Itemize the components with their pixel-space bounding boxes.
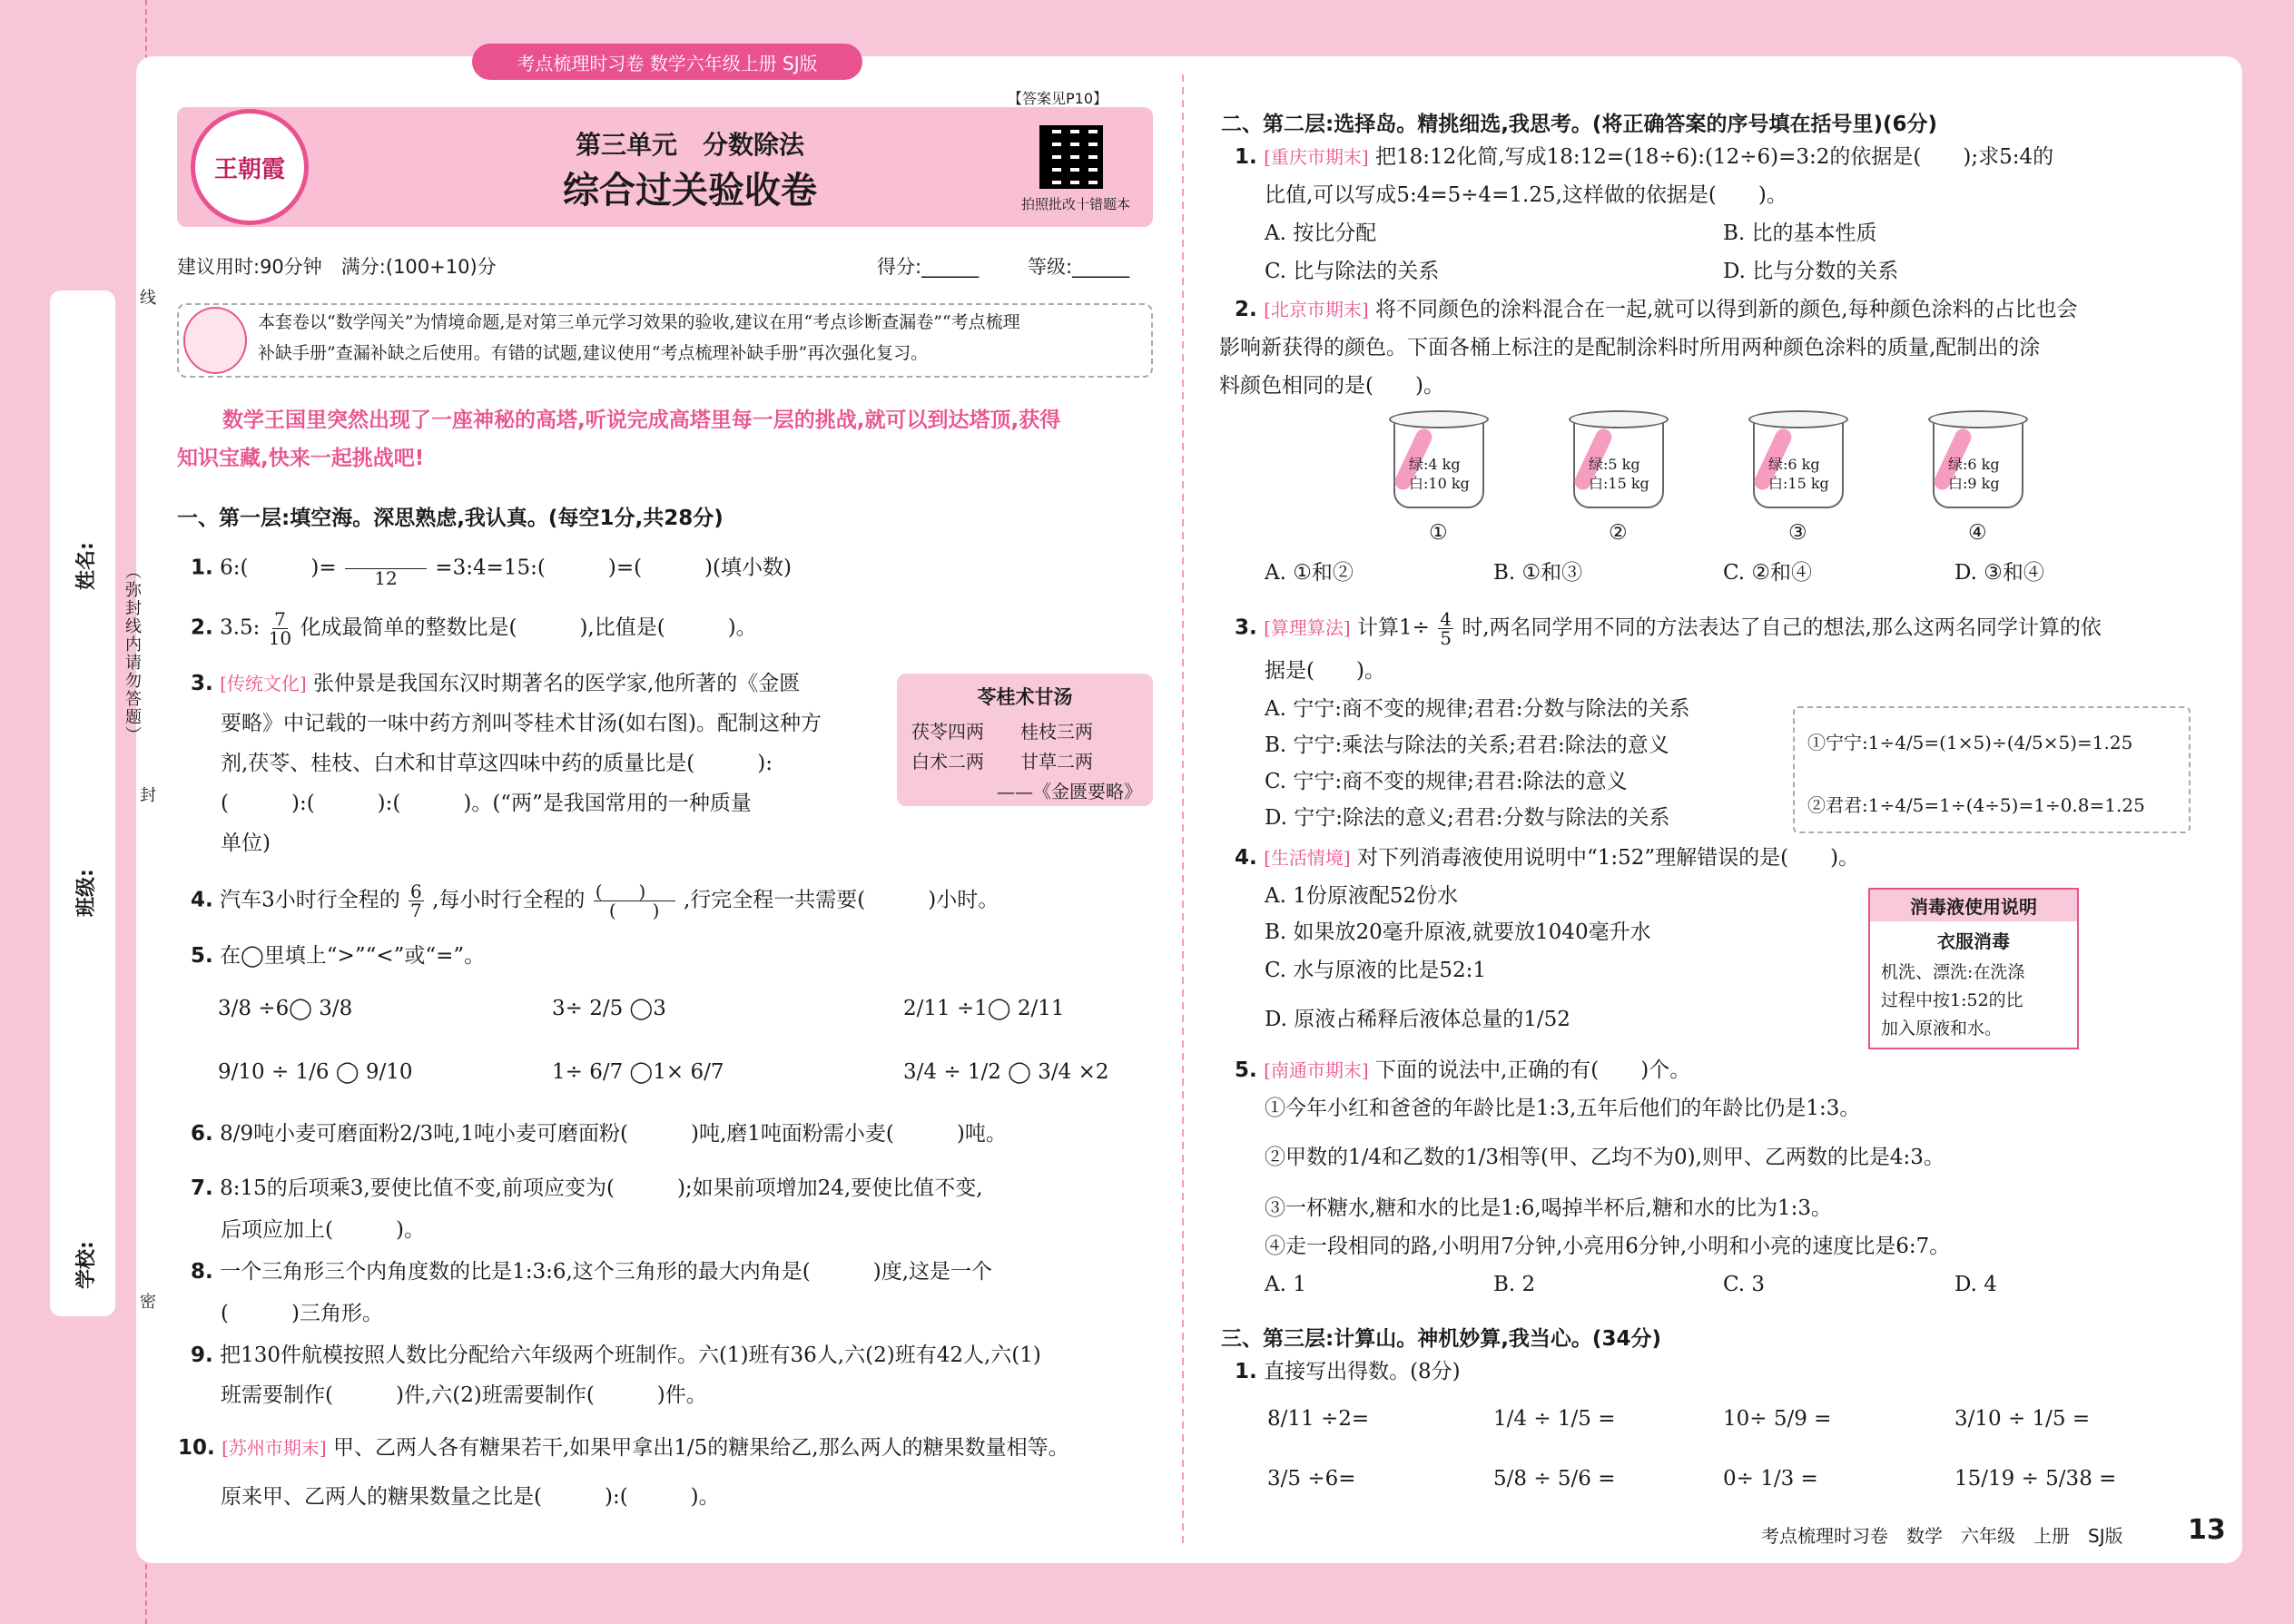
s2q5-tag: [南通市期末] <box>1264 1059 1369 1081</box>
s2q4-option-b[interactable]: B. 如果放20毫升原液,就要放1040毫升水 <box>1265 920 1651 944</box>
calc-junjun: ②君君:1÷4/5=1÷(4÷5)=1÷0.8=1.25 <box>1807 794 2145 816</box>
calc-ningning: ①宁宁:1÷4/5=(1×5)÷(4/5×5)=1.25 <box>1807 732 2133 753</box>
q1-text-a: 6:( )= <box>220 556 337 580</box>
q3-text-1: 张仲景是我国东汉时期著名的医学家,他所著的《金匮 <box>312 672 801 695</box>
s2q3-line-2[interactable]: 据是( )。 <box>1265 659 1385 683</box>
s2q1-option-c[interactable]: C. 比与除法的关系 <box>1265 260 1440 283</box>
recipe-source: ——《金匮要略》 <box>997 781 1142 802</box>
s2q3-option-a[interactable]: A. 宁宁:商不变的规律;君君:分数与除法的关系 <box>1265 697 1690 721</box>
s2q5-statement-1: ①今年小红和爸爸的年龄比是1:3,五年后他们的年龄比仍是1:3。 <box>1265 1097 1861 1120</box>
recipe-row-1: 茯苓四两 桂枝三两 <box>911 721 1093 743</box>
bucket-3-green: 绿:6 kg <box>1768 456 1820 473</box>
s2q1-line-2[interactable]: 比值,可以写成5:4=5÷4=1.25,这样做的依据是( )。 <box>1265 183 1787 207</box>
s2q1-text-1[interactable]: 把18:12化简,写成18:12=(18÷6):(12÷6)=3:2的依据是( );求5:4的 <box>1374 145 2054 169</box>
q9-line-1 <box>191 1343 1041 1369</box>
q5-item-5[interactable]: 1÷ 6/7 ◯1× 6/7 <box>552 1060 724 1084</box>
story-line-1: 数学王国里突然出现了一座神秘的高塔,听说完成高塔里每一层的挑战,就可以到达塔顶,获得 <box>222 408 1061 432</box>
q10-number: 10. <box>178 1436 215 1460</box>
s2q2-line-1 <box>1235 298 2078 323</box>
bucket-2-white: 白:15 kg <box>1589 474 1649 492</box>
s3q1-number: 1. <box>1235 1360 1257 1383</box>
s2q4-option-c[interactable]: C. 水与原液的比是52:1 <box>1265 959 1487 982</box>
s2q1-line-1 <box>1235 145 2053 171</box>
q4-denominator: 7 <box>410 900 422 921</box>
s2q5-statement-3: ③一杯糖水,糖和水的比是1:6,喝掉半杯后,糖和水的比为1:3。 <box>1265 1196 1832 1220</box>
q4-number: 4. <box>191 888 213 912</box>
s3q1-text: 直接写出得数。(8分) <box>1264 1360 1461 1383</box>
q3-line-1 <box>191 672 800 697</box>
disinfectant-title: 消毒液使用说明 <box>1870 890 2077 921</box>
s2q3-line-1 <box>1235 610 2102 647</box>
q1-text-b[interactable]: =3:4=15:( )=( )(填小数) <box>435 556 792 580</box>
s2q1-tag: [重庆市期末] <box>1264 146 1369 168</box>
q7-line-1 <box>191 1176 983 1202</box>
disinfectant-line-1: 机洗、漂洗:在洗涤 <box>1881 962 2025 982</box>
q10-tag: [苏州市期末] <box>222 1437 327 1459</box>
paint-bucket-4 <box>1928 410 2028 510</box>
q9-text-1: 把130件航模按照人数比分配给六年级两个班制作。六(1)班有36人,六(2)班有42人,六(1) <box>220 1343 1041 1367</box>
q2-fraction <box>269 610 291 647</box>
s2q5-number: 5. <box>1235 1058 1257 1082</box>
seal-mark-feng: 封 <box>137 786 156 804</box>
q3-line-2: 要略》中记载的一味中药方剂叫苓桂术甘汤(如右图)。配制这种方 <box>221 712 822 735</box>
s2q2-line-2: 影响新获得的颜色。下面各桶上标注的是配制涂料时所用两种颜色涂料的质量,配制出的涂 <box>1219 336 2041 359</box>
q9-number: 9. <box>191 1343 213 1367</box>
q5 <box>191 944 485 969</box>
q6-text[interactable]: 8/9吨小麦可磨面粉2/3吨,1吨小麦可磨面粉( )吨,磨1吨面粉需小麦( )吨。 <box>220 1122 1007 1146</box>
exam-title: 综合过关验收卷 <box>563 170 817 212</box>
calc-item-3[interactable]: 10÷ 5/9 = <box>1723 1407 1832 1431</box>
s2q2-option-a[interactable]: A. ①和② <box>1265 561 1354 585</box>
s2q5-line-1 <box>1235 1058 1690 1084</box>
section2-title: 二、第二层:选择岛。精挑细选,我思考。(将正确答案的序号填在括号里)(6分) <box>1221 113 1937 136</box>
s2q5-option-c[interactable]: C. 3 <box>1723 1273 1766 1296</box>
q8-text-1[interactable]: 一个三角形三个内角度数的比是1:3:6,这个三角形的最大内角是( )度,这是一个 <box>220 1260 993 1284</box>
q1-fraction[interactable] <box>345 550 427 587</box>
q5-item-4[interactable]: 9/10 ÷ 1/6 ◯ 9/10 <box>218 1060 413 1084</box>
q1-denominator: 12 <box>374 567 398 589</box>
q5-item-6[interactable]: 3/4 ÷ 1/2 ◯ 3/4 ×2 <box>903 1060 1109 1084</box>
recipe-row-2: 白术二两 甘草二两 <box>911 751 1093 773</box>
top-banner: 考点梳理时习卷 数学六年级上册 SJ版 <box>472 44 862 80</box>
paint-bucket-3 <box>1748 410 1848 510</box>
score-field[interactable]: 得分:______ <box>877 256 980 278</box>
q5-item-1[interactable]: 3/8 ÷6◯ 3/8 <box>218 997 353 1020</box>
q8-number: 8. <box>191 1260 213 1284</box>
bucket-1-white: 白:10 kg <box>1409 474 1470 492</box>
q4-numerator: 6 <box>410 881 422 902</box>
qr-caption: 拍照批改十错题本 <box>1020 196 1130 212</box>
intro-line-1: 本套卷以“数学闯关”为情境命题,是对第三单元学习效果的验收,建议在用“考点诊断查漏卷”“考点梳理 <box>258 312 1020 332</box>
s2q2-text-1: 将不同颜色的涂料混合在一起,就可以得到新的颜色,每种颜色涂料的占比也会 <box>1374 298 2078 321</box>
seal-mark-line: 线 <box>137 289 156 307</box>
s2q5-statement-4: ④走一段相同的路,小明用7分钟,小亮用6分钟,小明和小亮的速度比是6:7。 <box>1265 1235 1951 1258</box>
s2q3-number: 3. <box>1235 615 1257 640</box>
column-divider <box>1182 74 1184 1545</box>
q1-number: 1. <box>191 556 213 580</box>
disinfectant-line-3: 加入原液和水。 <box>1881 1019 2003 1038</box>
s2q5-text[interactable]: 下面的说法中,正确的有( )个。 <box>1374 1058 1691 1082</box>
bucket-3-id: ③ <box>1788 521 1807 545</box>
q5-number: 5. <box>191 944 213 968</box>
q4-fraction-blank[interactable]: $\frac{( )}{( )}$ <box>594 882 675 920</box>
girl-avatar-icon <box>183 307 247 374</box>
bucket-1-id: ① <box>1429 521 1448 545</box>
seal-mark-mi: 密 <box>137 1293 156 1311</box>
q4 <box>191 882 999 920</box>
section1-title: 一、第一层:填空海。深思熟虑,我认真。(每空1分,共28分) <box>177 507 724 530</box>
s2q3-option-d[interactable]: D. 宁宁:除法的意义;君君:分数与除法的关系 <box>1265 806 1670 830</box>
brand-logo: 王朝霞 <box>191 109 309 225</box>
intro-line-2: 补缺手册”查漏补缺之后使用。有错的试题,建议使用“考点梳理补缺手册”再次强化复习。 <box>258 343 929 363</box>
bucket-2-green: 绿:5 kg <box>1589 456 1640 473</box>
q2-text-b[interactable]: 化成最简单的整数比是( ),比值是( )。 <box>300 615 757 640</box>
s2q3-text-b: 时,两名同学用不同的方法表达了自己的想法,那么这两名同学计算的依 <box>1462 615 2102 640</box>
bucket-4-green: 绿:6 kg <box>1948 456 2000 473</box>
s2q1-option-b[interactable]: B. 比的基本性质 <box>1723 221 1877 245</box>
school-label: 学校: <box>75 1241 98 1289</box>
q3-line-4[interactable]: ( ):( ):( )。(“两”是我国常用的一种质量 <box>221 792 752 815</box>
bucket-2-id: ② <box>1609 521 1628 545</box>
disinfectant-subtitle: 衣服消毒 <box>1937 930 2010 952</box>
s2q1-number: 1. <box>1235 145 1257 169</box>
time-score-info: 建议用时:90分钟 满分:(100+10)分 <box>177 256 497 278</box>
q10-text-1: 甲、乙两人各有糖果若干,如果甲拿出1/5的糖果给乙,那么两人的糖果数量相等。 <box>332 1436 1069 1460</box>
q8-line-2[interactable]: ( )三角形。 <box>221 1302 383 1325</box>
recipe-card <box>897 674 1153 806</box>
seal-note: （弥封线内请勿答题） <box>123 563 142 744</box>
s2q5-option-d[interactable]: D. 4 <box>1954 1273 1997 1296</box>
page-number: 13 <box>2188 1514 2226 1546</box>
q2-text-a: 3.5: <box>220 615 261 640</box>
s2q3-text-a: 计算1÷ <box>1356 615 1430 640</box>
q2-number: 2. <box>191 615 213 640</box>
paint-bucket-1 <box>1389 410 1489 510</box>
s3q1 <box>1235 1360 1461 1385</box>
qr-code-icon[interactable] <box>1039 125 1103 189</box>
bucket-4-white: 白:9 kg <box>1948 474 2000 492</box>
calc-item-1[interactable]: 8/11 ÷2= <box>1267 1407 1370 1431</box>
q3-number: 3. <box>191 672 213 695</box>
s2q4-option-d[interactable]: D. 原液占稀释后液体总量的1/52 <box>1265 1008 1570 1031</box>
s2q5-statement-2: ②甲数的1/4和乙数的1/3相等(甲、乙均不为0),则甲、乙两数的比是4:3。 <box>1265 1146 1944 1169</box>
q6-number: 6. <box>191 1122 213 1146</box>
disinfectant-label <box>1868 888 2079 1049</box>
q10-line-2[interactable]: 原来甲、乙两人的糖果数量之比是( ):( )。 <box>221 1485 720 1509</box>
s2q2-number: 2. <box>1235 298 1257 321</box>
bucket-4-id: ④ <box>1968 521 1987 545</box>
s2q3-option-b[interactable]: B. 宁宁:乘法与除法的关系;君君:除法的意义 <box>1265 733 1669 757</box>
s2q4-number: 4. <box>1235 846 1257 870</box>
q7-line-2[interactable]: 后项应加上( )。 <box>221 1218 425 1242</box>
calc-item-7[interactable]: 0÷ 1/3 = <box>1723 1467 1818 1491</box>
q3-line-3[interactable]: 剂,茯苓、桂枝、白术和甘草这四味中药的质量比是( ): <box>221 752 773 775</box>
section3-title: 三、第三层:计算山。神机妙算,我当心。(34分) <box>1221 1327 1661 1351</box>
calc-item-4[interactable]: 3/10 ÷ 1/5 = <box>1954 1407 2091 1431</box>
q10-line-1 <box>178 1436 1069 1462</box>
s2q4-option-a[interactable]: A. 1份原液配52份水 <box>1265 884 1459 908</box>
q2 <box>191 610 757 647</box>
q4-text-c[interactable]: ,行完全程一共需要( )小时。 <box>684 888 999 912</box>
footer-text: 考点梳理时习卷 数学 六年级 上册 SJ版 <box>1761 1525 2123 1547</box>
q7-number: 7. <box>191 1176 213 1200</box>
name-label: 姓名: <box>75 542 98 590</box>
answer-reference: 【答案见P10】 <box>1008 90 1108 107</box>
disinfectant-line-2: 过程中按1:52的比 <box>1881 990 2023 1010</box>
q5-text: 在◯里填上“>”“<”或“=”。 <box>220 944 486 968</box>
q4-text-b: ,每小时行全程的 <box>432 888 586 912</box>
s2q3-option-c[interactable]: C. 宁宁:商不变的规律;君君:除法的意义 <box>1265 770 1628 793</box>
recipe-title: 苓桂术甘汤 <box>977 686 1073 708</box>
s2q2-tag: [北京市期末] <box>1264 299 1369 320</box>
story-line-2: 知识宝藏,快来一起挑战吧! <box>177 447 425 470</box>
s2q2-option-b[interactable]: B. ①和③ <box>1493 561 1583 585</box>
calc-item-2[interactable]: 1/4 ÷ 1/5 = <box>1493 1407 1616 1431</box>
s2q4-tag: [生活情境] <box>1264 847 1351 869</box>
q5-item-2[interactable]: 3÷ 2/5 ◯3 <box>552 997 666 1020</box>
s2q2-option-c[interactable]: C. ②和④ <box>1723 561 1813 585</box>
grade-field[interactable]: 等级:______ <box>1028 256 1130 278</box>
s2q5-option-a[interactable]: A. 1 <box>1265 1273 1306 1296</box>
calc-item-8[interactable]: 15/19 ÷ 5/38 = <box>1954 1467 2117 1491</box>
q4-text-a: 汽车3小时行全程的 <box>220 888 400 912</box>
q3-tag: [传统文化] <box>220 673 307 694</box>
calc-item-5[interactable]: 3/5 ÷6= <box>1267 1467 1356 1491</box>
s2q4-text[interactable]: 对下列消毒液使用说明中“1:52”理解错误的是( )。 <box>1356 846 1860 870</box>
q9-line-2[interactable]: 班需要制作( )件,六(2)班需要制作( )件。 <box>221 1383 707 1407</box>
bucket-1-green: 绿:4 kg <box>1409 456 1461 473</box>
unit-title: 第三单元 分数除法 <box>575 130 804 160</box>
s2q2-option-d[interactable]: D. ③和④ <box>1954 561 2044 585</box>
paint-bucket-2 <box>1569 410 1669 510</box>
bucket-3-white: 白:15 kg <box>1768 474 1829 492</box>
s2q1-option-a[interactable]: A. 按比分配 <box>1265 221 1377 245</box>
q1 <box>191 550 792 587</box>
class-label: 班级: <box>75 869 98 917</box>
q6 <box>191 1122 1007 1147</box>
calculation-box <box>1793 706 2191 833</box>
s2q2-line-3[interactable]: 料颜色相同的是( )。 <box>1219 374 1444 398</box>
q4-fraction-given <box>409 882 424 920</box>
s2q3-fraction: $\frac{4}{5}$ <box>1440 608 1452 649</box>
q7-text-1[interactable]: 8:15的后项乘3,要使比值不变,前项应变为( );如果前项增加24,要使比值不变, <box>220 1176 983 1200</box>
q3-line-5: 单位) <box>221 832 271 855</box>
s2q3-tag: [算理算法] <box>1264 616 1351 639</box>
s2q1-option-d[interactable]: D. 比与分数的关系 <box>1723 260 1899 283</box>
q2-numerator: 7 <box>274 608 286 630</box>
s2q4-line-1 <box>1235 846 1859 871</box>
q2-denominator: 10 <box>268 627 292 649</box>
s2q5-option-b[interactable]: B. 2 <box>1493 1273 1536 1296</box>
q8-line-1 <box>191 1260 992 1285</box>
calc-item-6[interactable]: 5/8 ÷ 5/6 = <box>1493 1467 1616 1491</box>
student-info-strip <box>50 290 115 1316</box>
q5-item-3[interactable]: 2/11 ÷1◯ 2/11 <box>903 997 1065 1020</box>
